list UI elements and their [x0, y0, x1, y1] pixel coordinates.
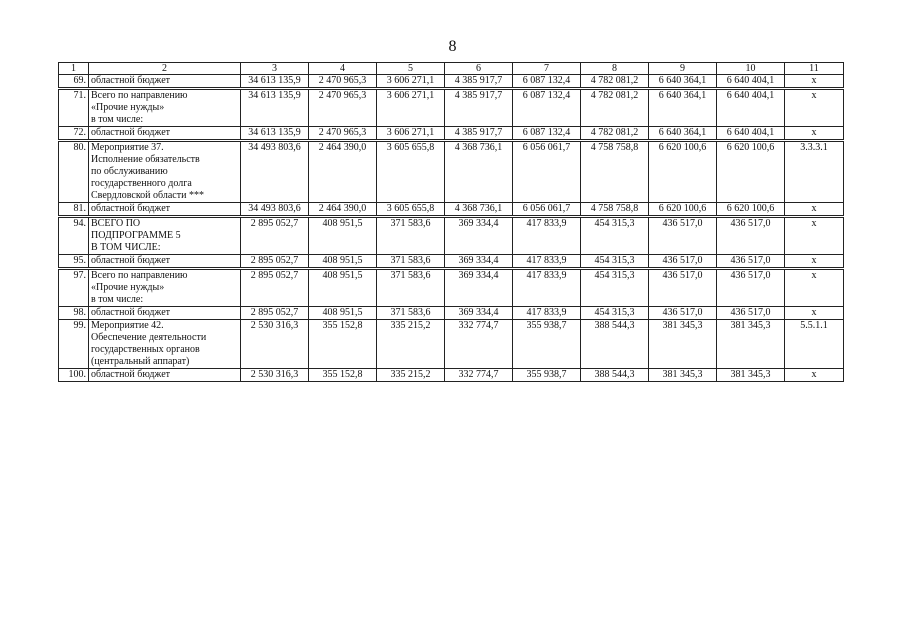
row-label-line: в том числе: — [91, 294, 144, 305]
table-row — [59, 320, 844, 369]
value-cell: 417 833,9 — [513, 269, 581, 307]
value-cell: 6 640 364,1 — [649, 89, 717, 127]
row-number: 97. — [59, 269, 89, 307]
value-cell: 34 613 135,9 — [241, 75, 309, 89]
value-cell: 6 620 100,6 — [717, 203, 785, 217]
value-cell: 436 517,0 — [717, 307, 785, 320]
value-cell: 4 782 081,2 — [581, 75, 649, 89]
value-cell: 371 583,6 — [377, 255, 445, 269]
value-cell: 335 215,2 — [377, 369, 445, 382]
row-label — [89, 141, 241, 203]
value-cell: 4 385 917,7 — [445, 127, 513, 141]
value-cell: 2 895 052,7 — [241, 255, 309, 269]
code-cell: x — [785, 255, 844, 269]
row-number: 71. — [59, 89, 89, 127]
row-label-line: государственных органов — [91, 344, 200, 355]
value-cell: 355 152,8 — [309, 369, 377, 382]
value-cell: 6 640 404,1 — [717, 89, 785, 127]
value-cell: 417 833,9 — [513, 307, 581, 320]
row-label-line: по обслуживанию — [91, 166, 168, 177]
value-cell: 2 530 316,3 — [241, 320, 309, 369]
row-label-line: областной бюджет — [91, 255, 171, 266]
row-label — [89, 127, 241, 141]
row-label — [89, 369, 241, 382]
code-cell: x — [785, 127, 844, 141]
value-cell: 34 613 135,9 — [241, 127, 309, 141]
row-number: 81. — [59, 203, 89, 217]
row-label-line: ПОДПРОГРАММЕ 5 — [91, 230, 181, 241]
row-label-line: областной бюджет — [91, 369, 171, 380]
col-header: 2 — [89, 63, 241, 75]
value-cell: 2 895 052,7 — [241, 307, 309, 320]
value-cell: 381 345,3 — [717, 320, 785, 369]
row-number: 69. — [59, 75, 89, 89]
row-label — [89, 89, 241, 127]
row-label-line: Исполнение обязательств — [91, 154, 200, 165]
code-cell: 3.3.3.1 — [785, 141, 844, 203]
col-header: 10 — [717, 63, 785, 75]
value-cell: 369 334,4 — [445, 217, 513, 255]
table-row — [59, 269, 844, 307]
value-cell: 436 517,0 — [649, 269, 717, 307]
value-cell: 4 368 736,1 — [445, 203, 513, 217]
value-cell: 369 334,4 — [445, 255, 513, 269]
value-cell: 381 345,3 — [717, 369, 785, 382]
value-cell: 3 605 655,8 — [377, 141, 445, 203]
value-cell: 369 334,4 — [445, 269, 513, 307]
row-number: 80. — [59, 141, 89, 203]
row-number: 99. — [59, 320, 89, 369]
table-row — [59, 141, 844, 203]
value-cell: 355 938,7 — [513, 369, 581, 382]
row-label-line: Обеспечение деятельности — [91, 332, 207, 343]
row-number: 100. — [59, 369, 89, 382]
value-cell: 369 334,4 — [445, 307, 513, 320]
value-cell: 6 056 061,7 — [513, 203, 581, 217]
value-cell: 6 620 100,6 — [649, 141, 717, 203]
value-cell: 6 087 132,4 — [513, 127, 581, 141]
value-cell: 6 620 100,6 — [649, 203, 717, 217]
value-cell: 408 951,5 — [309, 255, 377, 269]
value-cell: 6 640 404,1 — [717, 127, 785, 141]
row-label-line: Свердловской области *** — [91, 190, 204, 201]
row-number: 72. — [59, 127, 89, 141]
value-cell: 417 833,9 — [513, 255, 581, 269]
col-header: 1 — [59, 63, 89, 75]
row-label-line: «Прочие нужды» — [91, 102, 165, 113]
row-label-line: ВСЕГО ПО — [91, 218, 141, 229]
row-label-line: В ТОМ ЧИСЛЕ: — [91, 242, 161, 253]
code-cell: x — [785, 203, 844, 217]
row-label-line: Всего по направлению — [91, 270, 188, 281]
value-cell: 335 215,2 — [377, 320, 445, 369]
row-label — [89, 269, 241, 307]
row-label — [89, 307, 241, 320]
value-cell: 332 774,7 — [445, 320, 513, 369]
col-header: 7 — [513, 63, 581, 75]
value-cell: 436 517,0 — [649, 255, 717, 269]
value-cell: 3 606 271,1 — [377, 75, 445, 89]
table-row — [59, 89, 844, 127]
value-cell: 454 315,3 — [581, 307, 649, 320]
value-cell: 371 583,6 — [377, 269, 445, 307]
col-header: 8 — [581, 63, 649, 75]
value-cell: 436 517,0 — [717, 217, 785, 255]
value-cell: 355 938,7 — [513, 320, 581, 369]
value-cell: 2 530 316,3 — [241, 369, 309, 382]
value-cell: 408 951,5 — [309, 307, 377, 320]
value-cell: 34 493 803,6 — [241, 141, 309, 203]
value-cell: 34 493 803,6 — [241, 203, 309, 217]
value-cell: 454 315,3 — [581, 217, 649, 255]
row-label — [89, 217, 241, 255]
value-cell: 3 605 655,8 — [377, 203, 445, 217]
value-cell: 6 620 100,6 — [717, 141, 785, 203]
row-label-line: (центральный аппарат) — [91, 356, 190, 367]
value-cell: 4 758 758,8 — [581, 203, 649, 217]
row-label — [89, 255, 241, 269]
value-cell: 2 470 965,3 — [309, 75, 377, 89]
code-cell: 5.5.1.1 — [785, 320, 844, 369]
row-label — [89, 203, 241, 217]
header-row — [59, 63, 844, 75]
row-label-line: областной бюджет — [91, 203, 171, 214]
value-cell: 2 895 052,7 — [241, 217, 309, 255]
value-cell: 2 470 965,3 — [309, 89, 377, 127]
row-label-line: Всего по направлению — [91, 90, 188, 101]
value-cell: 371 583,6 — [377, 307, 445, 320]
value-cell: 388 544,3 — [581, 320, 649, 369]
value-cell: 34 613 135,9 — [241, 89, 309, 127]
value-cell: 4 385 917,7 — [445, 89, 513, 127]
col-header: 9 — [649, 63, 717, 75]
page-number: 8 — [448, 38, 457, 55]
row-label-line: областной бюджет — [91, 307, 171, 318]
col-header: 3 — [241, 63, 309, 75]
value-cell: 4 385 917,7 — [445, 75, 513, 89]
value-cell: 4 368 736,1 — [445, 141, 513, 203]
row-number: 98. — [59, 307, 89, 320]
code-cell: x — [785, 369, 844, 382]
table-row — [59, 203, 844, 217]
table-row — [59, 75, 844, 89]
budget-table — [58, 62, 844, 382]
row-number: 95. — [59, 255, 89, 269]
row-label-line: областной бюджет — [91, 75, 171, 86]
value-cell: 436 517,0 — [717, 269, 785, 307]
col-header: 4 — [309, 63, 377, 75]
value-cell: 2 470 965,3 — [309, 127, 377, 141]
value-cell: 2 895 052,7 — [241, 269, 309, 307]
row-label — [89, 75, 241, 89]
row-label-line: Мероприятие 37. — [91, 142, 164, 153]
row-number: 94. — [59, 217, 89, 255]
value-cell: 6 087 132,4 — [513, 89, 581, 127]
table-row — [59, 127, 844, 141]
table-row — [59, 217, 844, 255]
code-cell: x — [785, 75, 844, 89]
value-cell: 6 087 132,4 — [513, 75, 581, 89]
value-cell: 4 782 081,2 — [581, 89, 649, 127]
value-cell: 6 640 404,1 — [717, 75, 785, 89]
value-cell: 371 583,6 — [377, 217, 445, 255]
value-cell: 355 152,8 — [309, 320, 377, 369]
value-cell: 381 345,3 — [649, 320, 717, 369]
row-label-line: государственного долга — [91, 178, 192, 189]
code-cell: x — [785, 307, 844, 320]
row-label-line: Мероприятие 42. — [91, 320, 164, 331]
value-cell: 436 517,0 — [717, 255, 785, 269]
value-cell: 454 315,3 — [581, 255, 649, 269]
value-cell: 388 544,3 — [581, 369, 649, 382]
value-cell: 3 606 271,1 — [377, 127, 445, 141]
value-cell: 4 758 758,8 — [581, 141, 649, 203]
row-label-line: «Прочие нужды» — [91, 282, 165, 293]
value-cell: 2 464 390,0 — [309, 141, 377, 203]
value-cell: 6 640 364,1 — [649, 127, 717, 141]
value-cell: 6 640 364,1 — [649, 75, 717, 89]
code-cell: x — [785, 89, 844, 127]
row-label — [89, 320, 241, 369]
value-cell: 2 464 390,0 — [309, 203, 377, 217]
value-cell: 6 056 061,7 — [513, 141, 581, 203]
value-cell: 408 951,5 — [309, 217, 377, 255]
col-header: 11 — [785, 63, 844, 75]
value-cell: 332 774,7 — [445, 369, 513, 382]
value-cell: 381 345,3 — [649, 369, 717, 382]
table-row — [59, 307, 844, 320]
value-cell: 436 517,0 — [649, 217, 717, 255]
row-label-line: в том числе: — [91, 114, 144, 125]
value-cell: 436 517,0 — [649, 307, 717, 320]
value-cell: 408 951,5 — [309, 269, 377, 307]
value-cell: 3 606 271,1 — [377, 89, 445, 127]
code-cell: x — [785, 217, 844, 255]
table-row — [59, 369, 844, 382]
value-cell: 454 315,3 — [581, 269, 649, 307]
code-cell: x — [785, 269, 844, 307]
row-label-line: областной бюджет — [91, 127, 171, 138]
col-header: 5 — [377, 63, 445, 75]
col-header: 6 — [445, 63, 513, 75]
value-cell: 417 833,9 — [513, 217, 581, 255]
value-cell: 4 782 081,2 — [581, 127, 649, 141]
table-row — [59, 255, 844, 269]
